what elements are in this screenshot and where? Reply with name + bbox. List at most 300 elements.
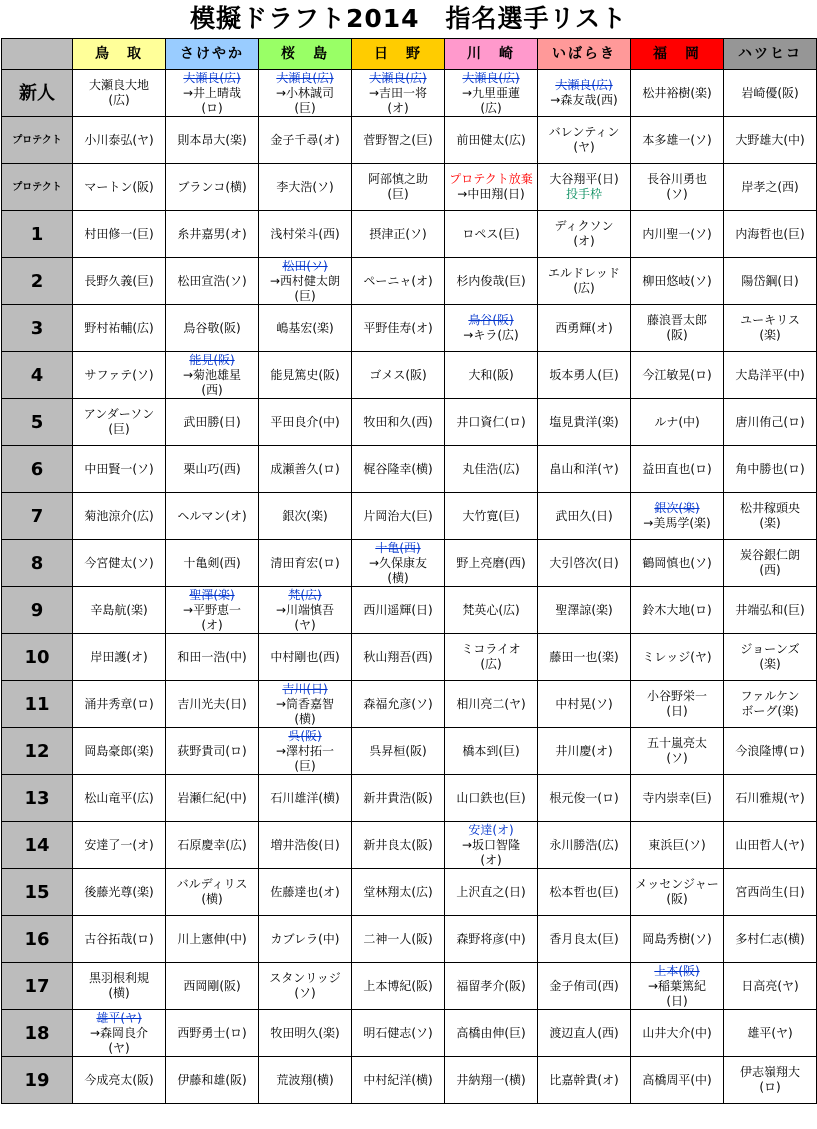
pick-cell <box>166 822 259 869</box>
pick-line: 小谷野栄一 <box>646 689 707 703</box>
pick-line: 菊池涼介(広) <box>84 508 154 523</box>
table-row <box>2 1010 817 1057</box>
pick-cell <box>538 352 631 399</box>
pick-line: 五十嵐亮太 <box>646 736 707 750</box>
pick-cell <box>445 70 538 117</box>
pick-line: (ロ) <box>759 1080 781 1094</box>
pick-cell <box>631 822 724 869</box>
pick-cell <box>724 916 817 963</box>
pick-line: 畠山和洋(ヤ) <box>549 461 619 476</box>
pick-line: 杉内俊哉(巨) <box>456 273 526 288</box>
pick-cell <box>631 869 724 916</box>
pick-line: (阪) <box>666 328 688 342</box>
pick-cell <box>166 352 259 399</box>
pick-line: 鶴岡慎也(ソ) <box>642 555 712 570</box>
pick-cell <box>445 869 538 916</box>
pick-cell <box>631 399 724 446</box>
pick-line: 浅村栄斗(西) <box>270 226 340 241</box>
pick-line: 岡島豪郎(楽) <box>84 743 154 758</box>
pick-line: 多村仁志(横) <box>735 931 805 946</box>
pick-cell <box>445 634 538 681</box>
pick-cell <box>631 634 724 681</box>
pick-cell <box>631 446 724 493</box>
pick-line: 今江敏晃(ロ) <box>642 367 712 382</box>
pick-cell <box>259 681 352 728</box>
pick-line: →九里亜蓮 <box>461 85 521 100</box>
pick-line: 荻野貴司(ロ) <box>177 743 247 758</box>
pick-line: 上沢直之(日) <box>456 884 526 899</box>
pick-cell <box>724 493 817 540</box>
pick-line: 成瀬善久(ロ) <box>270 461 340 476</box>
pick-cell <box>352 211 445 258</box>
pick-line: 栗山巧(西) <box>183 461 241 476</box>
pick-cell <box>73 963 166 1010</box>
pick-line: 大瀬良大地 <box>88 78 149 92</box>
pick-line: バレンティン <box>548 125 620 139</box>
pick-line: スタンリッジ <box>269 971 341 985</box>
pick-cell <box>166 117 259 164</box>
pick-line: (日) <box>666 993 688 1008</box>
pick-cell <box>73 728 166 775</box>
table-row <box>2 916 817 963</box>
table-row <box>2 587 817 634</box>
pick-line: (巨) <box>294 288 316 303</box>
pick-line: (ソ) <box>294 986 316 1000</box>
round-label: 6 <box>2 446 73 493</box>
pick-cell <box>352 164 445 211</box>
pick-line: 高橋由伸(巨) <box>456 1025 526 1040</box>
pick-line: メッセンジャー <box>635 877 719 891</box>
team-header: 日 野 <box>352 39 445 70</box>
pick-cell <box>631 963 724 1010</box>
pick-line: 森福允彦(ソ) <box>363 696 433 711</box>
pick-cell <box>724 258 817 305</box>
struck-pick: 大瀬良(広) <box>183 70 241 85</box>
pick-line: 安達(オ) <box>468 822 514 837</box>
pick-cell <box>352 1010 445 1057</box>
pick-cell <box>538 869 631 916</box>
pick-cell <box>73 446 166 493</box>
pick-cell <box>445 164 538 211</box>
pick-cell <box>538 681 631 728</box>
pick-cell <box>724 70 817 117</box>
pick-line: ペーニャ(オ) <box>363 273 433 288</box>
pick-line: ボーグ(楽) <box>741 704 799 718</box>
pick-line: 李大浩(ソ) <box>276 179 334 194</box>
pick-cell <box>352 352 445 399</box>
pick-line: 井納翔一(横) <box>456 1072 526 1087</box>
pick-cell <box>73 117 166 164</box>
pick-line: 菅野智之(巨) <box>363 132 433 147</box>
pick-line: 新井良太(阪) <box>363 837 433 852</box>
pick-line: 牧田和久(西) <box>363 414 433 429</box>
pick-cell <box>352 117 445 164</box>
pick-line: (オ) <box>480 852 502 867</box>
pick-line: 福留孝介(阪) <box>456 978 526 993</box>
pick-line: 陽岱鋼(日) <box>741 273 799 288</box>
pick-cell <box>73 305 166 352</box>
pick-cell <box>724 634 817 681</box>
pick-line: 武田勝(日) <box>183 414 241 429</box>
pick-cell <box>352 70 445 117</box>
pick-line: 宮西尚生(日) <box>735 884 805 899</box>
pick-line: 摂津正(ソ) <box>369 226 427 241</box>
pick-line: (ヤ) <box>573 140 595 154</box>
pick-line: 安達了一(オ) <box>84 837 154 852</box>
round-label: プロテクト <box>2 117 73 164</box>
pick-cell <box>352 822 445 869</box>
pick-line: 二神一人(阪) <box>363 931 433 946</box>
pick-cell <box>259 587 352 634</box>
pick-line: 今宮健太(ソ) <box>84 555 154 570</box>
pick-line: →キラ(広) <box>463 328 519 342</box>
round-label: 18 <box>2 1010 73 1057</box>
table-row <box>2 634 817 681</box>
pick-cell <box>352 587 445 634</box>
pick-line: →菊池雄星 <box>182 367 242 382</box>
table-row <box>2 493 817 540</box>
pick-cell <box>73 634 166 681</box>
pick-line: 中田賢一(ソ) <box>84 461 154 476</box>
struck-pick: 聖澤(楽) <box>189 587 235 602</box>
struck-pick: 雄平(ヤ) <box>96 1010 142 1025</box>
team-header: ハツヒコ <box>724 39 817 70</box>
pick-cell <box>352 258 445 305</box>
pick-cell <box>166 1010 259 1057</box>
pick-cell <box>352 869 445 916</box>
pick-line: カブレラ(中) <box>270 931 340 946</box>
pick-line: 金子千尋(オ) <box>270 132 340 147</box>
pick-cell <box>631 305 724 352</box>
pick-line: (横) <box>294 711 316 726</box>
pick-cell <box>631 681 724 728</box>
round-label: 7 <box>2 493 73 540</box>
pick-line: 今成亮太(阪) <box>84 1072 154 1087</box>
pick-cell <box>259 211 352 258</box>
pick-line: 森野将彦(中) <box>456 931 526 946</box>
pick-cell <box>73 258 166 305</box>
pick-cell <box>631 540 724 587</box>
pick-line: 伊志嶺翔大 <box>739 1065 800 1079</box>
team-header: 福 岡 <box>631 39 724 70</box>
pick-line: 川上憲伸(中) <box>177 931 247 946</box>
pick-line: (オ) <box>387 100 409 115</box>
team-header: 鳥 取 <box>73 39 166 70</box>
pick-cell <box>631 775 724 822</box>
pick-line: 長谷川勇也 <box>646 172 707 186</box>
pick-line: 能見篤史(阪) <box>270 367 340 382</box>
pick-cell <box>724 117 817 164</box>
pick-line: 相川亮二(ヤ) <box>456 696 526 711</box>
pick-line: 野村祐輔(広) <box>84 320 154 335</box>
pick-line: (広) <box>480 657 502 671</box>
pick-line: →澤村拓一 <box>275 743 335 758</box>
struck-pick: 梵(広) <box>288 587 322 602</box>
pick-line: →森友哉(西) <box>550 93 618 107</box>
pick-line: 則本昂大(楽) <box>177 132 247 147</box>
pick-line: 新井貴浩(阪) <box>363 790 433 805</box>
pick-cell <box>445 211 538 258</box>
pick-line: 唐川侑己(ロ) <box>735 414 805 429</box>
pick-line: ディクソン <box>554 219 614 233</box>
pick-line: 塩見貴洋(楽) <box>549 414 619 429</box>
pick-line: 大島洋平(中) <box>735 367 805 382</box>
pick-cell <box>166 963 259 1010</box>
pick-cell <box>259 164 352 211</box>
pick-cell <box>259 117 352 164</box>
round-label: 新人 <box>2 70 73 117</box>
pick-line: →小林誠司 <box>275 85 335 100</box>
pick-cell <box>445 1010 538 1057</box>
table-row <box>2 775 817 822</box>
pick-line: 山口鉄也(巨) <box>456 790 526 805</box>
pick-line: 藤田一也(楽) <box>549 649 619 664</box>
pick-cell <box>166 681 259 728</box>
pick-line: 荒波翔(横) <box>276 1072 334 1087</box>
pick-line: →吉田一将 <box>368 85 428 100</box>
pick-line: →井上晴哉 <box>182 85 242 100</box>
team-header: いばらき <box>538 39 631 70</box>
corner-cell <box>2 39 73 70</box>
pick-line: 高橋周平(中) <box>642 1072 712 1087</box>
pick-line: 大引啓次(日) <box>549 555 619 570</box>
table-row <box>2 305 817 352</box>
pick-cell <box>538 822 631 869</box>
pick-line: 雄平(ヤ) <box>747 1025 793 1040</box>
pick-line: 山田哲人(ヤ) <box>735 837 805 852</box>
pick-cell <box>73 587 166 634</box>
pick-cell <box>445 775 538 822</box>
pick-cell <box>445 352 538 399</box>
pick-line: 中村晃(ソ) <box>555 696 613 711</box>
team-header-row <box>2 39 817 70</box>
pick-line: (ヤ) <box>294 617 316 632</box>
pick-line: →稲葉篤紀 <box>647 978 707 993</box>
pick-cell <box>445 963 538 1010</box>
pick-cell <box>166 728 259 775</box>
pick-cell <box>724 963 817 1010</box>
pick-cell <box>445 916 538 963</box>
struck-pick: 能見(阪) <box>189 352 235 367</box>
pick-cell <box>631 587 724 634</box>
round-label: 3 <box>2 305 73 352</box>
pick-line: 後藤光尊(楽) <box>84 884 154 899</box>
pick-line: (楽) <box>759 516 781 530</box>
pick-cell <box>259 869 352 916</box>
struck-pick: 大瀬良(広) <box>462 70 520 85</box>
pick-cell <box>445 728 538 775</box>
pick-cell <box>166 399 259 446</box>
pick-cell <box>259 728 352 775</box>
pick-line: 聖澤諒(楽) <box>555 602 613 617</box>
struck-pick: 吉川(日) <box>282 681 328 696</box>
pick-cell <box>166 540 259 587</box>
pick-line: (ソ) <box>666 751 688 765</box>
pick-cell <box>166 258 259 305</box>
round-label: 13 <box>2 775 73 822</box>
pick-cell <box>259 493 352 540</box>
pick-cell <box>724 587 817 634</box>
pick-line: ミレッジ(ヤ) <box>642 649 712 664</box>
pick-line: 辛島航(楽) <box>90 602 148 617</box>
pick-line: 大和(阪) <box>468 367 514 382</box>
pick-line: 西勇輝(オ) <box>555 320 613 335</box>
pick-line: ヘルマン(オ) <box>177 508 247 523</box>
team-header: 川 崎 <box>445 39 538 70</box>
table-row <box>2 211 817 258</box>
table-row <box>2 681 817 728</box>
pick-cell <box>166 70 259 117</box>
pick-line: 丸佳浩(広) <box>462 461 520 476</box>
pick-line: 金子侑司(西) <box>549 978 619 993</box>
round-label: 16 <box>2 916 73 963</box>
pick-line: →平野恵一 <box>182 602 242 617</box>
pick-line: 角中勝也(ロ) <box>735 461 805 476</box>
pick-cell <box>631 258 724 305</box>
pick-line: 香月良太(巨) <box>549 931 619 946</box>
pick-line: 井川慶(オ) <box>555 743 613 758</box>
pick-line: 嶋基宏(楽) <box>276 320 334 335</box>
pick-line: 黒羽根利規 <box>88 971 149 985</box>
pick-cell <box>352 446 445 493</box>
pick-line: ゴメス(阪) <box>369 367 427 382</box>
pick-cell <box>259 399 352 446</box>
pick-line: (ロ) <box>201 100 223 115</box>
pick-line: 投手枠 <box>565 187 602 201</box>
pick-line: →中田翔(日) <box>457 187 525 201</box>
pick-cell <box>352 305 445 352</box>
pick-cell <box>352 1057 445 1104</box>
pick-line: 石原慶幸(広) <box>177 837 247 852</box>
round-label: 15 <box>2 869 73 916</box>
pick-cell <box>73 1010 166 1057</box>
pick-line: マートン(阪) <box>84 179 154 194</box>
team-header: 桜 島 <box>259 39 352 70</box>
pick-line: 十亀剣(西) <box>183 555 241 570</box>
pick-cell <box>259 822 352 869</box>
pick-cell <box>445 399 538 446</box>
pick-cell <box>445 258 538 305</box>
pick-line: 内川聖一(ソ) <box>642 226 712 241</box>
pick-line: 井口資仁(ロ) <box>456 414 526 429</box>
pick-cell <box>724 1057 817 1104</box>
pick-line: 岡島秀樹(ソ) <box>642 931 712 946</box>
pick-line: →坂口智隆 <box>461 837 521 852</box>
pick-cell <box>259 634 352 681</box>
pick-line: ルナ(中) <box>654 414 700 429</box>
pick-line: 呉昇桓(阪) <box>369 743 427 758</box>
pick-line: 村田修一(巨) <box>84 226 154 241</box>
pick-cell <box>73 916 166 963</box>
pick-line: 柳田悠岐(ソ) <box>642 273 712 288</box>
struck-pick: 大瀬良(広) <box>369 70 427 85</box>
pick-line: 松山竜平(広) <box>84 790 154 805</box>
pick-cell <box>259 963 352 1010</box>
pick-cell <box>259 258 352 305</box>
draft-table <box>1 38 817 1104</box>
table-row <box>2 1057 817 1104</box>
pick-line: 本多雄一(ソ) <box>642 132 712 147</box>
pick-cell <box>538 728 631 775</box>
pick-line: 野上亮磨(西) <box>456 555 526 570</box>
pick-line: 松本哲也(巨) <box>549 884 619 899</box>
pick-cell <box>724 305 817 352</box>
pick-line: →久保康友 <box>368 555 428 570</box>
pick-line: 大谷翔平(日) <box>549 172 619 186</box>
pick-line: 東浜巨(ソ) <box>648 837 706 852</box>
pick-line: 梵英心(広) <box>462 602 520 617</box>
pick-line: (楽) <box>759 328 781 342</box>
pick-cell <box>538 493 631 540</box>
pick-cell <box>724 869 817 916</box>
pick-cell <box>445 681 538 728</box>
pick-cell <box>538 540 631 587</box>
table-row <box>2 446 817 493</box>
pick-line: ファルケン <box>740 689 800 703</box>
pick-line: (オ) <box>573 234 595 248</box>
table-row <box>2 117 817 164</box>
pick-line: 吉川光夫(日) <box>177 696 247 711</box>
pick-line: (広) <box>108 93 130 107</box>
table-row <box>2 728 817 775</box>
pick-cell <box>538 164 631 211</box>
struck-pick: 上本(阪) <box>654 963 700 978</box>
pick-cell <box>73 352 166 399</box>
pick-cell <box>445 493 538 540</box>
pick-line: 牧田明久(楽) <box>270 1025 340 1040</box>
pick-line: 涌井秀章(ロ) <box>84 696 154 711</box>
table-row <box>2 963 817 1010</box>
pick-cell <box>166 1057 259 1104</box>
pick-cell <box>73 869 166 916</box>
pick-line: 松田宣浩(ソ) <box>177 273 247 288</box>
pick-line: →筒香嘉智 <box>275 696 335 711</box>
pick-line: 藤浪晋太郎 <box>646 313 707 327</box>
round-label: 1 <box>2 211 73 258</box>
pick-line: 伊藤和雄(阪) <box>177 1072 247 1087</box>
struck-pick: 鳥谷(阪) <box>468 313 514 327</box>
pick-line: (西) <box>759 563 781 577</box>
pick-cell <box>538 916 631 963</box>
pick-cell <box>259 916 352 963</box>
pick-cell <box>352 681 445 728</box>
pick-line: 秋山翔吾(西) <box>363 649 433 664</box>
pick-cell <box>259 1010 352 1057</box>
pick-line: →西村健太朗 <box>269 273 341 288</box>
pick-line: アンダーソン <box>83 407 155 421</box>
pick-line: 銀次(楽) <box>282 508 328 523</box>
table-row <box>2 352 817 399</box>
pick-line: (横) <box>108 986 130 1000</box>
table-row <box>2 822 817 869</box>
pick-cell <box>259 540 352 587</box>
pick-cell <box>73 70 166 117</box>
round-label: 11 <box>2 681 73 728</box>
round-label: 14 <box>2 822 73 869</box>
table-row <box>2 399 817 446</box>
struck-pick: 大瀬良(広) <box>276 70 334 85</box>
pick-cell <box>352 963 445 1010</box>
pick-cell <box>445 1057 538 1104</box>
pick-line: 比嘉幹貴(オ) <box>549 1072 619 1087</box>
pick-cell <box>166 916 259 963</box>
pick-line: 平野佳寿(オ) <box>363 320 433 335</box>
pick-cell <box>166 305 259 352</box>
pick-cell <box>538 446 631 493</box>
pick-cell <box>166 634 259 681</box>
pick-line: 中村紀洋(横) <box>363 1072 433 1087</box>
pick-line: 糸井嘉男(オ) <box>177 226 247 241</box>
